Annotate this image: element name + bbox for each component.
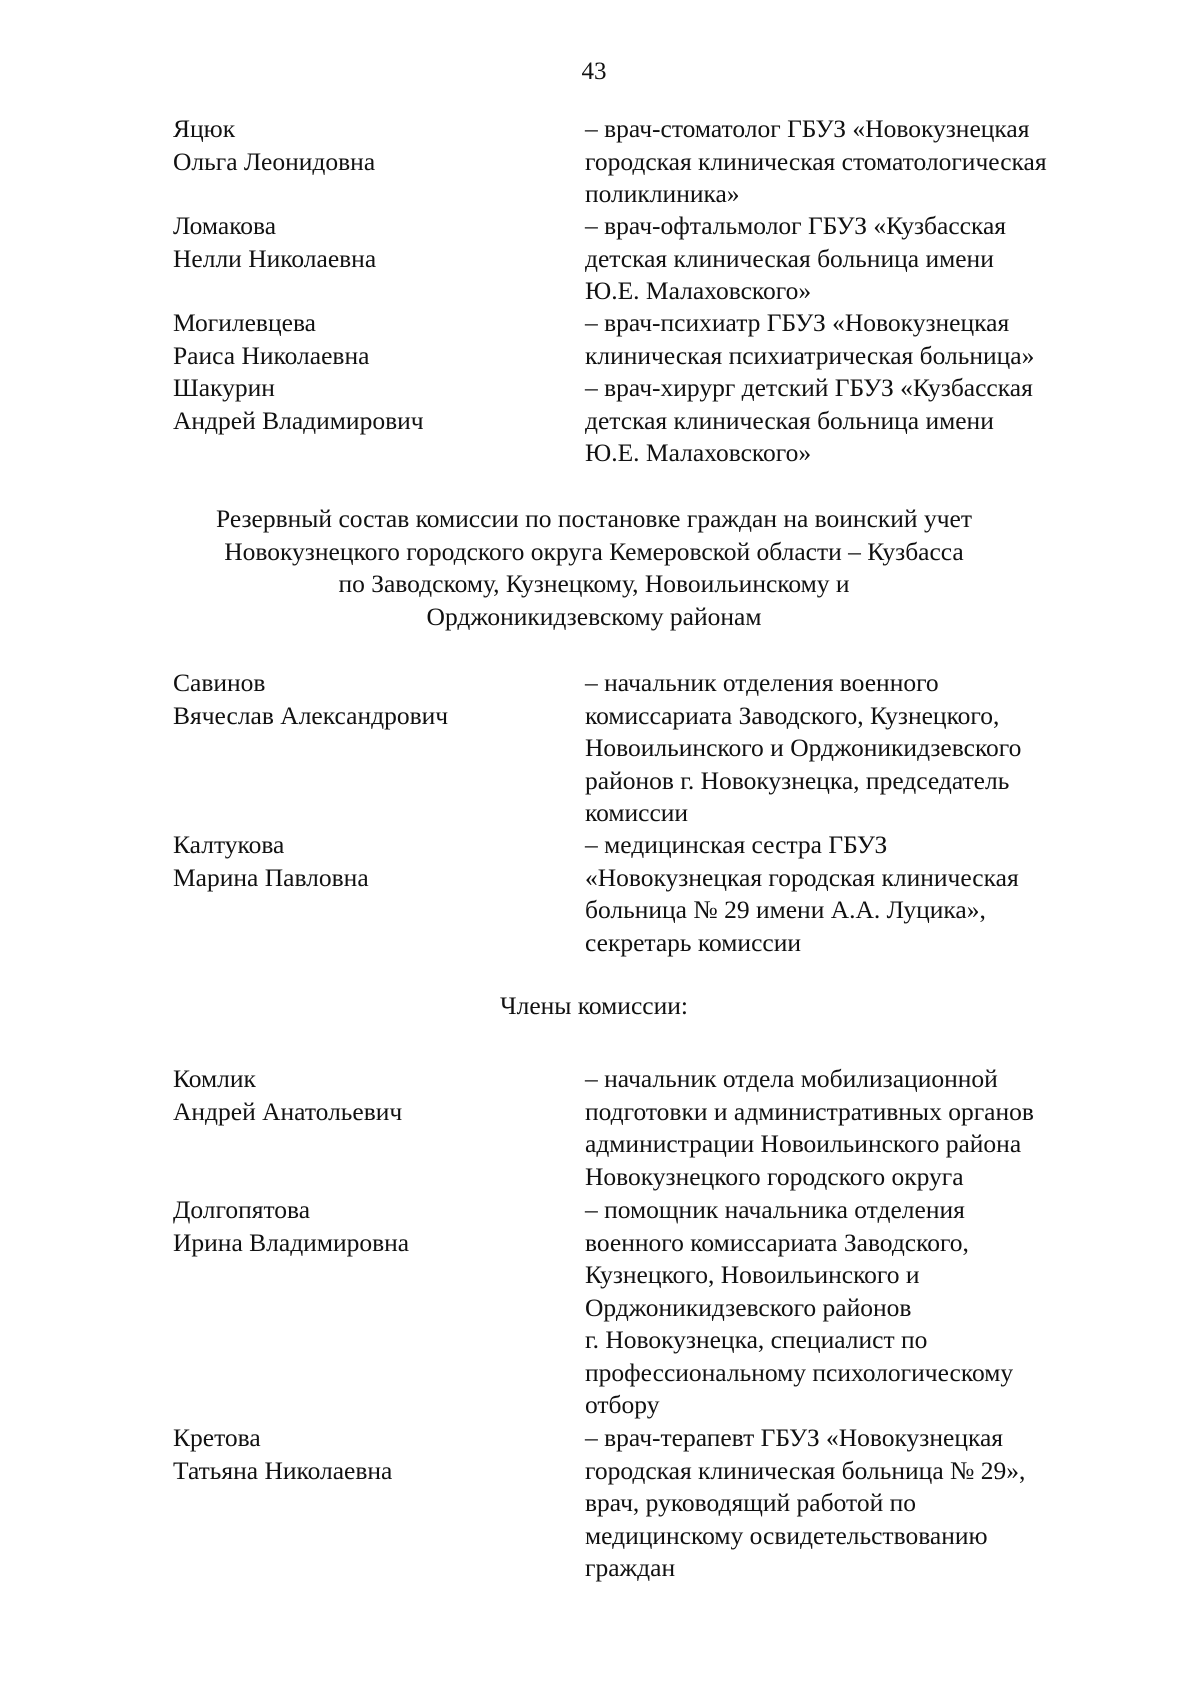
person-name-line: Нелли Николаевна [173, 243, 377, 273]
person-role [585, 829, 1105, 959]
reserve-composition-heading [0, 503, 1188, 633]
person-role-line: Новокузнецкого городского округа [585, 1161, 964, 1191]
person-role [585, 1422, 1105, 1585]
person-role-line: комиссии [585, 798, 689, 827]
page-number: 43 [581, 58, 607, 85]
person-name [173, 113, 573, 178]
person-name [173, 1063, 573, 1128]
person-name [173, 1194, 573, 1259]
person-name-line: Ломакова [173, 211, 277, 240]
person-role [585, 210, 1105, 308]
person-name-line: Калтукова [173, 830, 285, 859]
person-name-line: Савинов [173, 668, 266, 697]
person-role-line: детская клиническая больница имени [585, 405, 994, 435]
person-name [173, 667, 573, 732]
person-name-line: Вячеслав Александрович [173, 700, 449, 730]
person-name-line: Комлик [173, 1064, 256, 1093]
person-name-line: Татьяна Николаевна [173, 1455, 393, 1485]
person-name-line: Ольга Леонидовна [173, 146, 376, 176]
person-role-line: граждан [585, 1553, 676, 1582]
person-role-line: городская клиническая стоматологическая [585, 146, 1047, 176]
person-role-line: г. Новокузнецка, специалист по [585, 1325, 928, 1354]
person-role [585, 1063, 1105, 1193]
person-role-line: Ю.Е. Малаховского» [585, 276, 812, 305]
person-role-line: – врач-психиатр ГБУЗ «Новокузнецкая [585, 308, 1010, 337]
person-role-line: – начальник отделения военного [585, 668, 939, 697]
person-role-line: профессиональному психологическому [585, 1357, 1014, 1387]
heading-line: Новокузнецкого городского округа Кемеровской области – Кузбасса [224, 536, 964, 566]
person-role-line: администрации Новоильинского района [585, 1129, 1022, 1158]
person-role-line: – врач-стоматолог ГБУЗ «Новокузнецкая [585, 114, 1030, 143]
person-role-line: «Новокузнецкая городская клиническая [585, 862, 1019, 892]
person-role-line: военного комиссариата Заводского, [585, 1227, 969, 1257]
person-role-line: секретарь комиссии [585, 927, 802, 957]
person-name-line: Долгопятова [173, 1195, 311, 1224]
person-role-line: Орджоникидзевского районов [585, 1292, 912, 1322]
person-role [585, 307, 1105, 372]
person-role-line: отбору [585, 1390, 660, 1419]
person-role-line: – врач-хирург детский ГБУЗ «Кузбасская [585, 373, 1033, 402]
heading-line: Резервный состав комиссии по постановке граждан на воинский учет [215, 504, 972, 533]
person-role-line: врач, руководящий работой по [585, 1488, 916, 1517]
person-name-line: Андрей Владимирович [173, 405, 424, 435]
person-name [173, 210, 573, 275]
person-role-line: Ю.Е. Малаховского» [585, 438, 812, 467]
person-role-line: районов г. Новокузнецка, председатель [585, 765, 1010, 795]
person-name-line: Шакурин [173, 373, 275, 402]
person-role-line: – помощник начальника отделения [585, 1195, 965, 1224]
person-role-line: подготовки и административных органов [585, 1096, 1034, 1126]
members-heading: Члены комиссии: [500, 991, 688, 1020]
person-role-line: медицинскому освидетельствованию [585, 1520, 988, 1550]
person-role-line: городская клиническая больница № 29», [585, 1455, 1026, 1485]
person-role-line: Новоильинского и Орджоникидзевского [585, 733, 1022, 762]
person-name-line: Ирина Владимировна [173, 1227, 410, 1257]
heading-line: по Заводскому, Кузнецкому, Новоильинскому и [338, 569, 850, 598]
person-role-line: клиническая психиатрическая больница» [585, 340, 1035, 370]
person-name-line: Яцюк [173, 114, 236, 143]
person-role-line: поликлиника» [585, 179, 740, 208]
person-name [173, 829, 573, 894]
person-name-line: Кретова [173, 1423, 261, 1452]
person-name [173, 307, 573, 372]
person-role [585, 372, 1105, 470]
heading-line: Орджоникидзевскому районам [426, 601, 762, 631]
person-role-line: больница № 29 имени А.А. Луцика», [585, 895, 986, 924]
person-name-line: Андрей Анатольевич [173, 1096, 403, 1126]
person-role-line: Кузнецкого, Новоильинского и [585, 1260, 920, 1289]
person-role [585, 1194, 1105, 1422]
person-role-line: – врач-офтальмолог ГБУЗ «Кузбасская [585, 211, 1007, 240]
person-role [585, 113, 1105, 211]
person-name [173, 372, 573, 437]
person-name-line: Раиса Николаевна [173, 340, 370, 370]
person-role-line: – медицинская сестра ГБУЗ [585, 830, 888, 859]
person-name-line: Марина Павловна [173, 862, 369, 892]
person-role-line: – начальник отдела мобилизационной [585, 1064, 998, 1093]
person-role [585, 667, 1105, 830]
person-role-line: комиссариата Заводского, Кузнецкого, [585, 700, 1000, 730]
person-role-line: детская клиническая больница имени [585, 243, 994, 273]
person-role-line: – врач-терапевт ГБУЗ «Новокузнецкая [585, 1423, 1004, 1452]
person-name [173, 1422, 573, 1487]
person-name-line: Могилевцева [173, 308, 316, 337]
